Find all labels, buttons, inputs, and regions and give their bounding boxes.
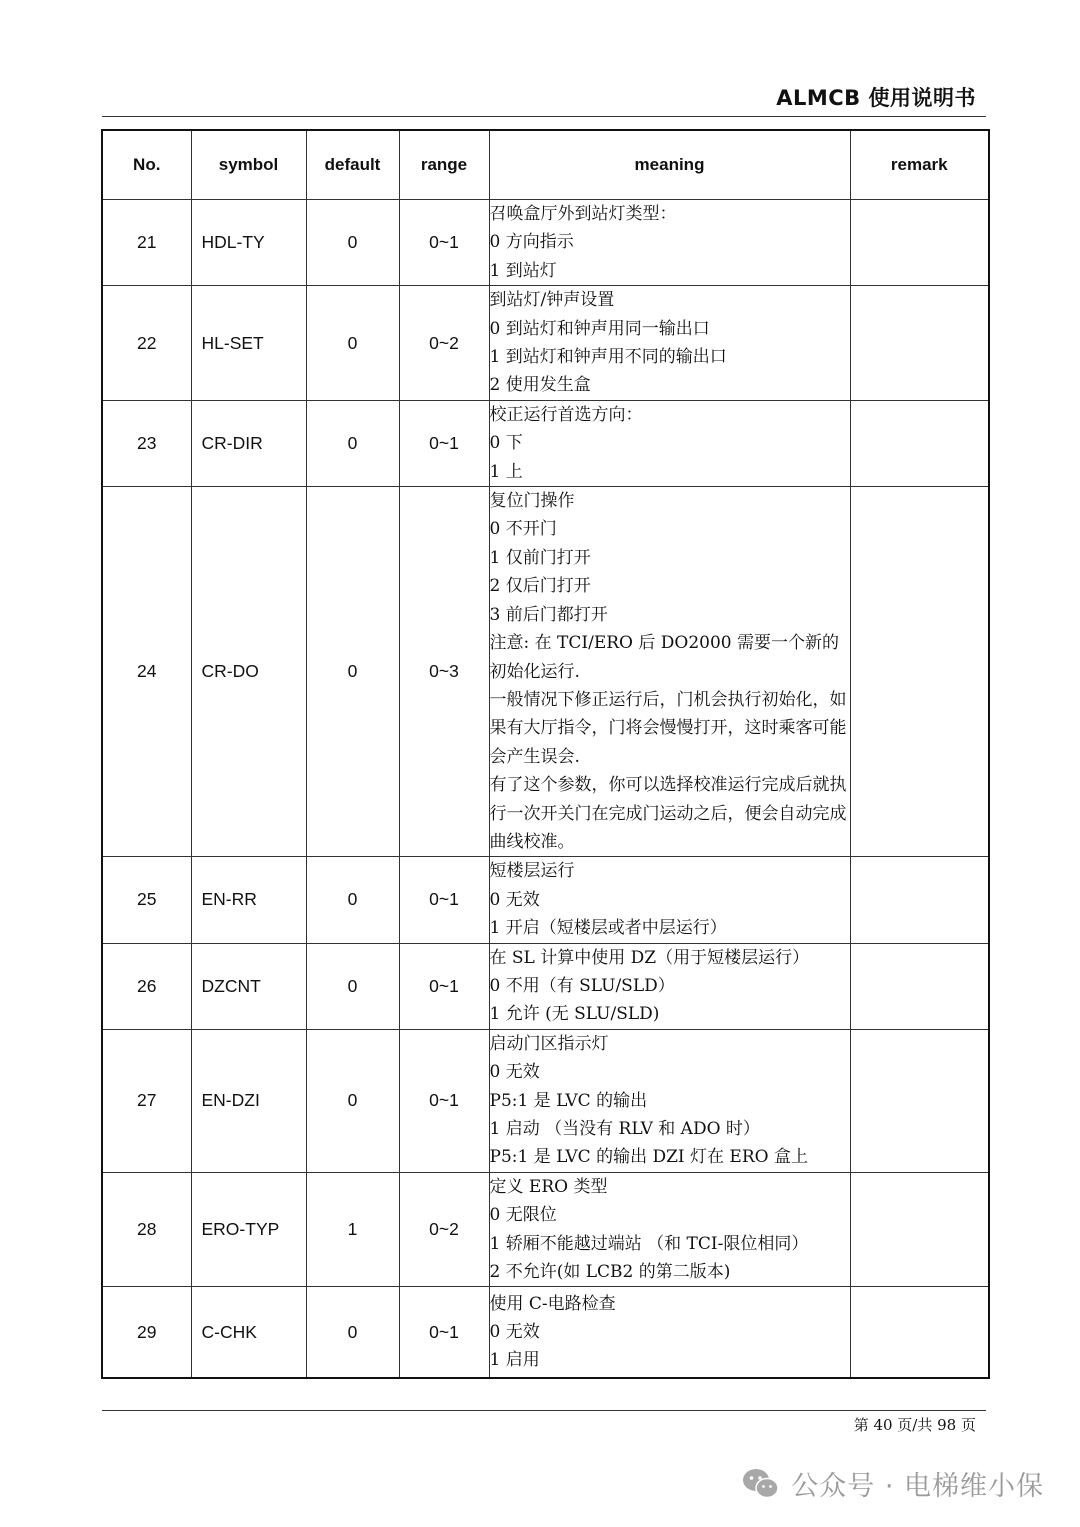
meaning-line: 2 仅后门打开 (489, 576, 591, 597)
meaning-line: 校正运行首选方向： (489, 404, 643, 425)
table-row (102, 1287, 989, 1378)
cell-symbol: HDL-TY (191, 200, 306, 286)
cell-symbol: C-CHK (191, 1287, 306, 1378)
meaning-line: P5:1 是 LVC 的输出 DZI 灯在 ERO 盒上 (489, 1147, 808, 1168)
meaning-line: 定义 ERO 类型 (489, 1176, 608, 1197)
meaning-line: 2 不允许(如 LCB2 的第二版本) (489, 1262, 731, 1283)
footer-rule (102, 1410, 986, 1411)
meaning-line: 有了这个参数，你可以选择校准运行完成后就执行一次开关门在完成门运动之后，便会自动完成曲线校准。 (489, 775, 847, 852)
meaning-line: P5:1 是 LVC 的输出 (489, 1090, 648, 1111)
cell-remark (850, 1029, 989, 1172)
cell-remark (850, 1287, 989, 1378)
cell-default: 0 (306, 943, 399, 1029)
cell-meaning (489, 1287, 850, 1378)
cell-range: 0~1 (399, 1287, 489, 1378)
table-row (102, 1029, 989, 1172)
cell-meaning (489, 1172, 850, 1287)
meaning-line: 到站灯/钟声设置 (489, 290, 615, 311)
cell-symbol: DZCNT (191, 943, 306, 1029)
cell-range: 0~2 (399, 1172, 489, 1287)
cell-range: 0~1 (399, 400, 489, 486)
meaning-line: 复位门操作 (489, 491, 575, 512)
table-body (102, 200, 989, 1378)
table-header-row (102, 130, 989, 200)
table-row (102, 200, 989, 286)
meaning-line: 在 SL 计算中使用 DZ（用于短楼层运行） (489, 947, 810, 968)
cell-symbol: ERO-TYP (191, 1172, 306, 1287)
meaning-line: 1 轿厢不能越过端站 （和 TCI-限位相同） (489, 1233, 809, 1254)
cell-meaning (489, 943, 850, 1029)
cell-no: 21 (102, 200, 191, 286)
meaning-line: 1 开启（短楼层或者中层运行） (489, 918, 727, 939)
cell-meaning (489, 1029, 850, 1172)
meaning-line: 1 仅前门打开 (489, 547, 591, 568)
col-header-no: No. (102, 130, 191, 200)
cell-default: 0 (306, 1287, 399, 1378)
meaning-line: 1 启动 （当没有 RLV 和 ADO 时） (489, 1119, 760, 1139)
table-row (102, 1172, 989, 1287)
cell-range: 0~1 (399, 857, 489, 943)
cell-default: 0 (306, 400, 399, 486)
meaning-line: 0 无效 (489, 889, 540, 910)
meaning-line: 0 无限位 (489, 1205, 557, 1226)
table-row (102, 286, 989, 401)
wechat-icon (741, 1467, 781, 1501)
cell-no: 27 (102, 1029, 191, 1172)
header-rule (102, 116, 986, 117)
table-row (102, 487, 989, 857)
meaning-line: 1 到站灯 (489, 260, 557, 281)
cell-range: 0~1 (399, 943, 489, 1029)
meaning-line: 0 到站灯和钟声用同一输出口 (489, 318, 710, 339)
watermark (741, 1464, 1044, 1503)
meaning-line: 召唤盒厅外到站灯类型： (489, 204, 677, 224)
cell-default: 0 (306, 286, 399, 401)
meaning-line: 1 上 (489, 461, 523, 482)
meaning-line: 使用 C-电路检查 (489, 1293, 616, 1314)
page-number: 第 40 页/共 98 页 (853, 1416, 976, 1434)
meaning-line: 3 前后门都打开 (489, 604, 608, 625)
col-header-default: default (306, 130, 399, 200)
cell-meaning (489, 286, 850, 401)
cell-remark (850, 943, 989, 1029)
document-title: ALMCB 使用说明书 (776, 86, 976, 110)
cell-range: 0~3 (399, 487, 489, 857)
table-row (102, 857, 989, 943)
cell-remark (850, 1172, 989, 1287)
cell-range: 0~1 (399, 200, 489, 286)
cell-remark (850, 200, 989, 286)
cell-no: 29 (102, 1287, 191, 1378)
cell-symbol: CR-DO (191, 487, 306, 857)
cell-remark (850, 286, 989, 401)
cell-range: 0~1 (399, 1029, 489, 1172)
cell-default: 1 (306, 1172, 399, 1287)
meaning-line: 0 不用（有 SLU/SLD） (489, 975, 675, 996)
cell-default: 0 (306, 1029, 399, 1172)
cell-symbol: EN-RR (191, 857, 306, 943)
cell-no: 28 (102, 1172, 191, 1287)
cell-symbol: HL-SET (191, 286, 306, 401)
cell-default: 0 (306, 487, 399, 857)
cell-no: 24 (102, 487, 191, 857)
cell-default: 0 (306, 200, 399, 286)
watermark-text: 公众号 · 电梯维小保 (791, 1471, 1044, 1502)
cell-no: 25 (102, 857, 191, 943)
cell-no: 26 (102, 943, 191, 1029)
cell-symbol: CR-DIR (191, 400, 306, 486)
meaning-line: 注意: 在 TCI/ERO 后 DO2000 需要一个新的初始化运行. (489, 633, 840, 682)
col-header-range: range (399, 130, 489, 200)
table-row (102, 400, 989, 486)
meaning-line: 0 无效 (489, 1321, 540, 1342)
meaning-line: 1 到站灯和钟声用不同的输出口 (489, 347, 727, 368)
col-header-symbol: symbol (191, 130, 306, 200)
meaning-line: 0 不开门 (489, 519, 557, 540)
cell-range: 0~2 (399, 286, 489, 401)
cell-meaning (489, 400, 850, 486)
col-header-meaning: meaning (489, 130, 850, 200)
meaning-line: 1 允许 (无 SLU/SLD) (489, 1004, 660, 1025)
cell-default: 0 (306, 857, 399, 943)
parameter-table (101, 129, 990, 1379)
cell-remark (850, 857, 989, 943)
meaning-line: 一般情况下修正运行后，门机会执行初始化，如果有大厅指令，门将会慢慢打开，这时乘客可能会产生误会. (489, 689, 847, 767)
cell-meaning (489, 857, 850, 943)
meaning-line: 1 启用 (489, 1350, 540, 1371)
table-row (102, 943, 989, 1029)
meaning-line: 0 无效 (489, 1062, 540, 1083)
cell-no: 22 (102, 286, 191, 401)
cell-meaning (489, 487, 850, 857)
cell-symbol: EN-DZI (191, 1029, 306, 1172)
meaning-line: 短楼层运行 (489, 861, 575, 882)
meaning-line: 启动门区指示灯 (489, 1033, 609, 1054)
meaning-line: 0 下 (489, 433, 523, 454)
cell-meaning (489, 200, 850, 286)
meaning-line: 0 方向指示 (489, 232, 574, 253)
cell-no: 23 (102, 400, 191, 486)
col-header-remark: remark (850, 130, 989, 200)
cell-remark (850, 400, 989, 486)
cell-remark (850, 487, 989, 857)
meaning-line: 2 使用发生盒 (489, 375, 591, 396)
